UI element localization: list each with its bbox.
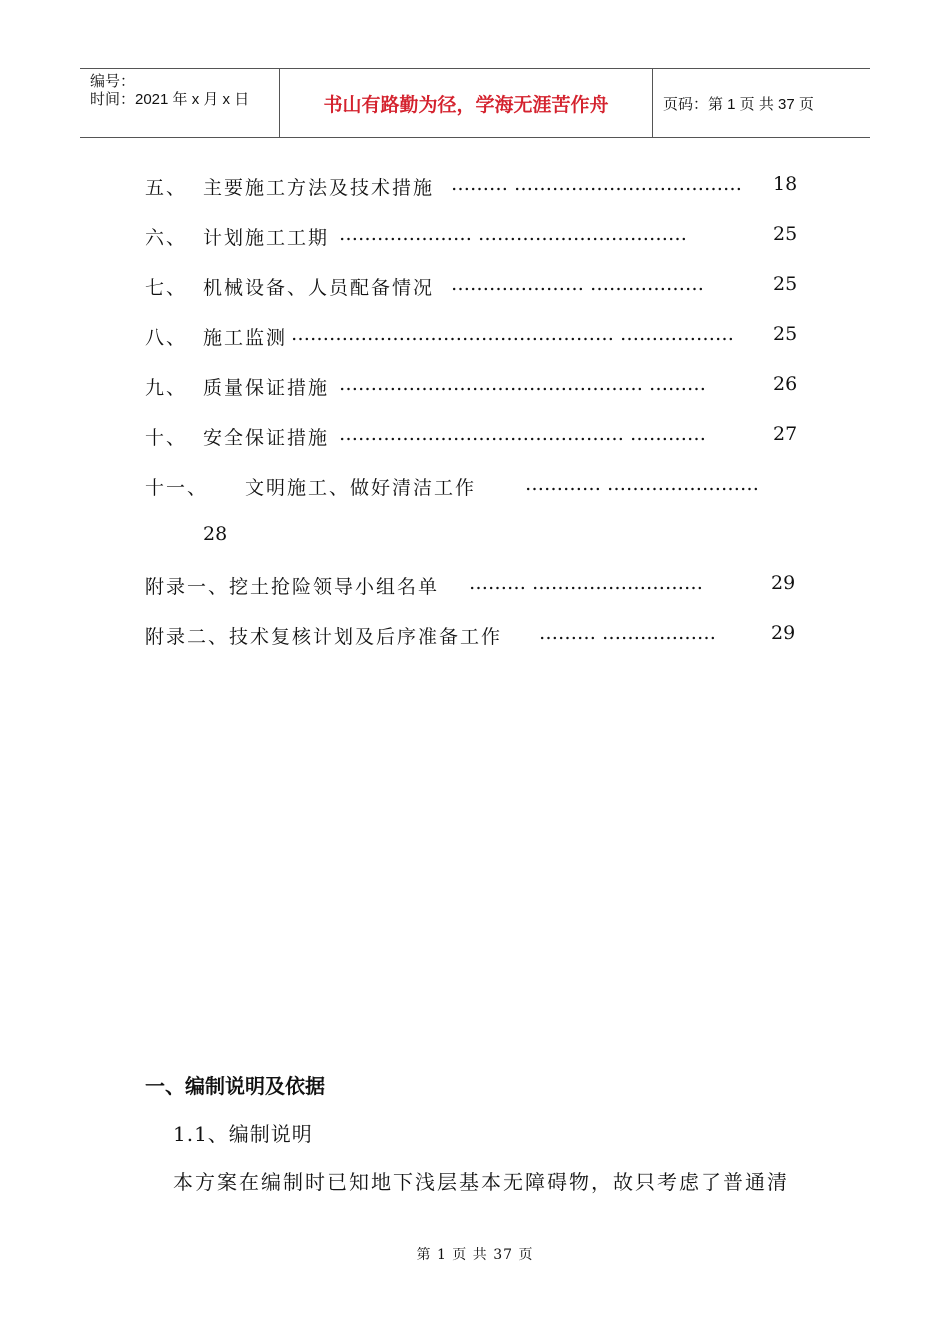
motto-text: 书山有路勤为径，学海无涯苦作舟 [323,93,609,116]
toc-page: 27 [773,423,798,445]
toc-leader: ………… …………………… [525,473,760,495]
toc-page: 28 [203,523,228,545]
toc-entry[interactable] [145,223,798,251]
toc-leader: ……… ……………… [539,622,717,644]
toc-entry[interactable] [145,323,798,351]
toc-leader: ………………… ……………… [451,273,705,295]
toc-number: 八、 [145,327,188,349]
toc-page: 18 [773,173,798,195]
toc-entry[interactable] [145,173,798,201]
toc-title: 附录二、技术复核计划及后序准备工作 [145,626,503,648]
subsection-heading: 1.1、编制说明 [173,1122,313,1146]
toc-title: 文明施工、做好清洁工作 [245,477,477,499]
toc-title: 机械设备、人员配备情况 [203,277,435,299]
toc-entry[interactable] [145,373,798,401]
toc-title: 计划施工工期 [203,227,330,249]
page-footer: 第 1 页 共 37 页 [416,1247,534,1263]
toc-entry[interactable] [145,273,798,301]
toc-page: 29 [771,622,796,644]
toc-leader: ………………… …………………………… [339,223,688,245]
toc-entry[interactable] [145,622,795,650]
toc-number: 十、 [145,427,188,449]
toc-leader: ……… ……………………………… [451,173,743,195]
toc-number: 十一、 [145,477,209,499]
toc-page: 25 [773,323,798,345]
toc-number: 九、 [145,377,188,399]
toc-leader: …………………………………………… ……………… [291,323,735,345]
toc-title: 安全保证措施 [203,427,330,449]
toc-page: 26 [773,373,798,395]
toc-page: 29 [771,572,796,594]
section-heading: 一、编制说明及依据 [145,1074,325,1098]
toc-title: 主要施工方法及技术措施 [203,177,435,199]
date-label: 时间：2021 年 x 月 x 日 [90,91,250,108]
toc-leader: ………………………………………… ……… [339,373,707,395]
toc-number: 六、 [145,227,188,249]
toc-page: 25 [773,273,798,295]
toc-title: 施工监测 [203,327,288,349]
toc-entry[interactable] [145,572,795,600]
body-paragraph: 本方案在编制时已知地下浅层基本无障碍物，故只考虑了普通清 [173,1170,789,1194]
page-info: 页码：第 1 页 共 37 页 [663,95,814,113]
toc-entry[interactable] [145,423,798,451]
toc-number: 七、 [145,277,188,299]
toc-page: 25 [773,223,798,245]
toc-leader: ……… ……………………… [469,572,704,594]
toc-number: 五、 [145,177,188,199]
code-label: 编号： [90,73,136,90]
toc-title: 附录一、挖土抢险领导小组名单 [145,576,440,598]
toc-title: 质量保证措施 [203,377,330,399]
toc-entry[interactable] [145,473,795,553]
toc-leader: ……………………………………… ………… [339,423,707,445]
